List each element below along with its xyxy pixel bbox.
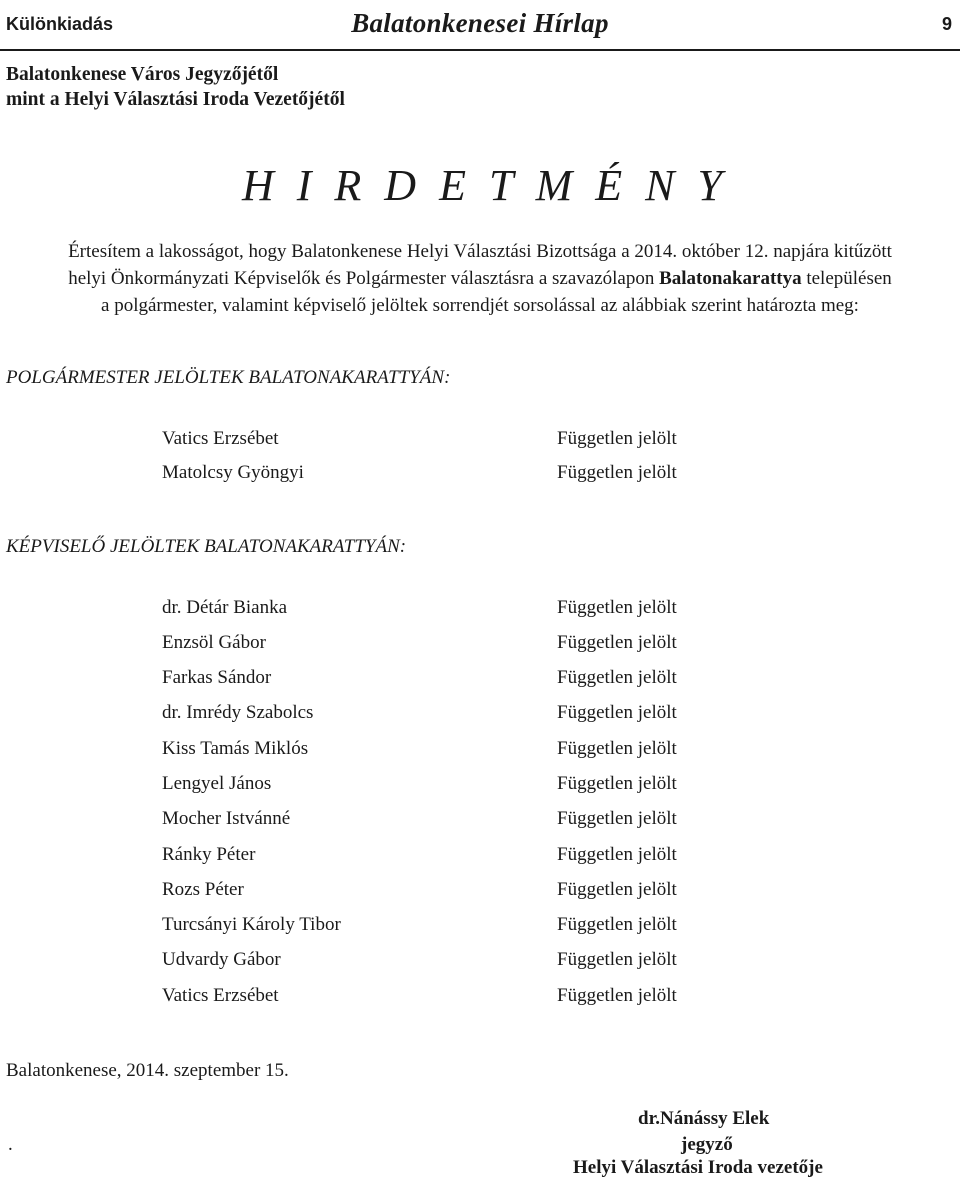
candidate-status: Független jelölt xyxy=(557,632,677,653)
candidate-name: Vatics Erzsébet xyxy=(162,985,279,1006)
intro-line-2 xyxy=(0,268,960,290)
candidate-name: Turcsányi Károly Tibor xyxy=(162,914,341,935)
candidate-name: Kiss Tamás Miklós xyxy=(162,738,309,759)
signer-name: dr.Nánássy Elek xyxy=(638,1108,770,1129)
intro-line-3: a polgármester, valamint képviselő jelöltek sorrendjét sorsolással az alábbiak szerint határozta meg: xyxy=(101,295,859,316)
candidate-status: Független jelölt xyxy=(557,773,677,794)
page-number: 9 xyxy=(941,14,952,34)
candidate-status: Független jelölt xyxy=(557,667,677,688)
newspaper-title: Balatonkenesei Hírlap xyxy=(351,8,609,38)
issuer-line-1: Balatonkenese Város Jegyzőjétől xyxy=(6,64,279,85)
stray-dot: . xyxy=(8,1134,13,1155)
candidate-status: Független jelölt xyxy=(557,844,677,865)
section-label: Különkiadás xyxy=(6,14,114,34)
candidate-name: Mocher Istvánné xyxy=(162,808,291,829)
candidate-status: Független jelölt xyxy=(557,462,677,483)
candidate-name: Enzsöl Gábor xyxy=(162,632,266,653)
candidate-status: Független jelölt xyxy=(557,597,677,618)
header-divider xyxy=(0,49,960,51)
candidate-status: Független jelölt xyxy=(557,949,677,970)
candidate-status: Független jelölt xyxy=(557,879,677,900)
candidate-name: dr. Imrédy Szabolcs xyxy=(162,702,314,723)
intro-line-2-end: településen xyxy=(801,268,892,289)
candidate-name: Matolcsy Gyöngyi xyxy=(162,462,304,483)
mayor-section-heading: POLGÁRMESTER JELÖLTEK BALATONAKARATTYÁN: xyxy=(6,367,451,388)
signer-office: Helyi Választási Iroda vezetője xyxy=(573,1157,823,1178)
candidate-name: Ránky Péter xyxy=(162,844,256,865)
place-date: Balatonkenese, 2014. szeptember 15. xyxy=(6,1060,289,1081)
candidate-name: dr. Détár Bianka xyxy=(162,597,288,618)
candidate-status: Független jelölt xyxy=(557,428,677,449)
candidate-name: Udvardy Gábor xyxy=(162,949,281,970)
candidate-name: Farkas Sándor xyxy=(162,667,272,688)
candidate-status: Független jelölt xyxy=(557,702,677,723)
intro-line-1: Értesítem a lakosságot, hogy Balatonkenese Helyi Választási Bizottsága a 2014. október 12. napjára kitűzött xyxy=(68,241,892,262)
candidate-status: Független jelölt xyxy=(557,985,677,1006)
notice-title: H I R D E T M É N Y xyxy=(242,161,728,210)
rep-section-heading: KÉPVISELŐ JELÖLTEK BALATONAKARATTYÁN: xyxy=(6,536,407,557)
settlement-name: Balatonakarattya xyxy=(659,268,802,289)
candidate-name: Lengyel János xyxy=(162,773,272,794)
candidate-name: Rozs Péter xyxy=(162,879,244,900)
candidate-status: Független jelölt xyxy=(557,738,677,759)
intro-line-2-start: helyi Önkormányzati Képviselők és Polgármester választásra a szavazólapon xyxy=(68,268,660,289)
candidate-status: Független jelölt xyxy=(557,808,677,829)
signer-role: jegyző xyxy=(681,1134,733,1155)
issuer-line-2: mint a Helyi Választási Iroda Vezetőjétől xyxy=(6,89,345,110)
candidate-status: Független jelölt xyxy=(557,914,677,935)
candidate-name: Vatics Erzsébet xyxy=(162,428,279,449)
